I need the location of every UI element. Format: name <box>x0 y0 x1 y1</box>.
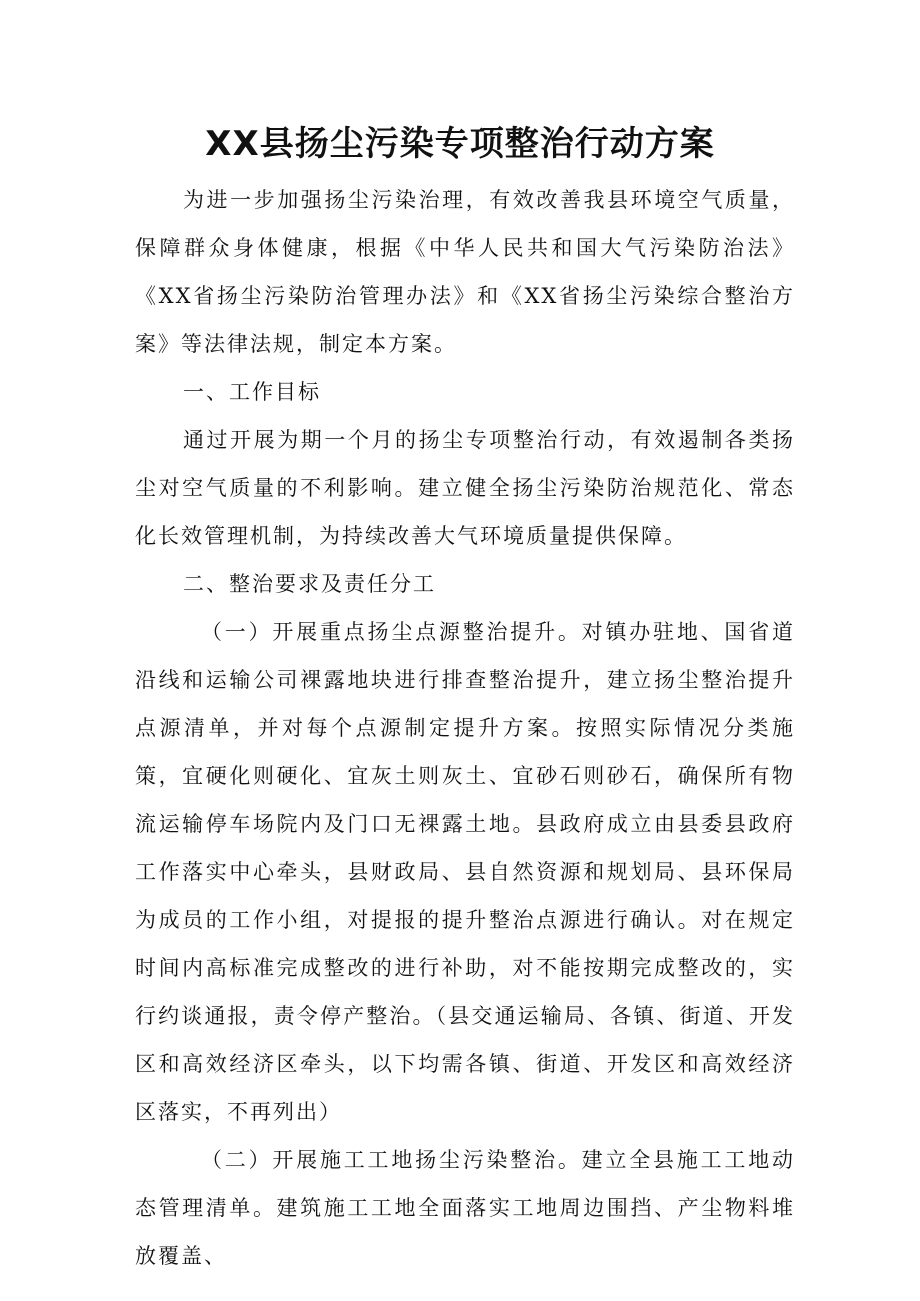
document-body <box>135 176 795 1280</box>
section-heading-goals: 一、工作目标 <box>183 380 321 404</box>
goals-paragraph: 通过开展为期一个月的扬尘专项整治行动，有效遏制各类扬尘对空气质量的不利影响。建立健全扬尘污染防治规范化、常态化长效管理机制，为持续改善大气环境质量提供保障。 <box>135 428 795 548</box>
section-heading-requirements: 二、整治要求及责任分工 <box>183 572 436 596</box>
item-paragraph-1: （一）开展重点扬尘点源整治提升。对镇办驻地、国省道沿线和运输公司裸露地块进行排查整治提升，建立扬尘整治提升点源清单，并对每个点源制定提升方案。按照实际情况分类施策，宜硬化则硬化、宜灰土则灰土、宜砂石则砂石，确保所有物流运输停车场院内及门口无裸露土地。县政府成立由县委县政府工作落实中心牵头，县财政局、县自然资源和规划局、县环保局为成员的工作小组，对提报的提升整治点源进行确认。对在规定时间内高标准完成整改的进行补助，对不能按期完成整改的，实行约谈通报，责令停产整治。（县交通运输局、各镇、街道、开发区和高效经济区牵头，以下均需各镇、街道、开发区和高效经济区落实，不再列出） <box>135 620 795 1124</box>
document-title: XX县扬尘污染专项整治行动方案 <box>205 124 715 164</box>
intro-paragraph: 为进一步加强扬尘污染治理，有效改善我县环境空气质量，保障群众身体健康，根据《中华人民共和国大气污染防治法》《XX省扬尘污染防治管理办法》和《XX省扬尘污染综合整治方案》等法律法规，制定本方案。 <box>135 188 795 356</box>
item-paragraph-2: （二）开展施工工地扬尘污染整治。建立全县施工工地动态管理清单。建筑施工工地全面落实工地周边围挡、产尘物料堆放覆盖、 <box>135 1148 795 1268</box>
